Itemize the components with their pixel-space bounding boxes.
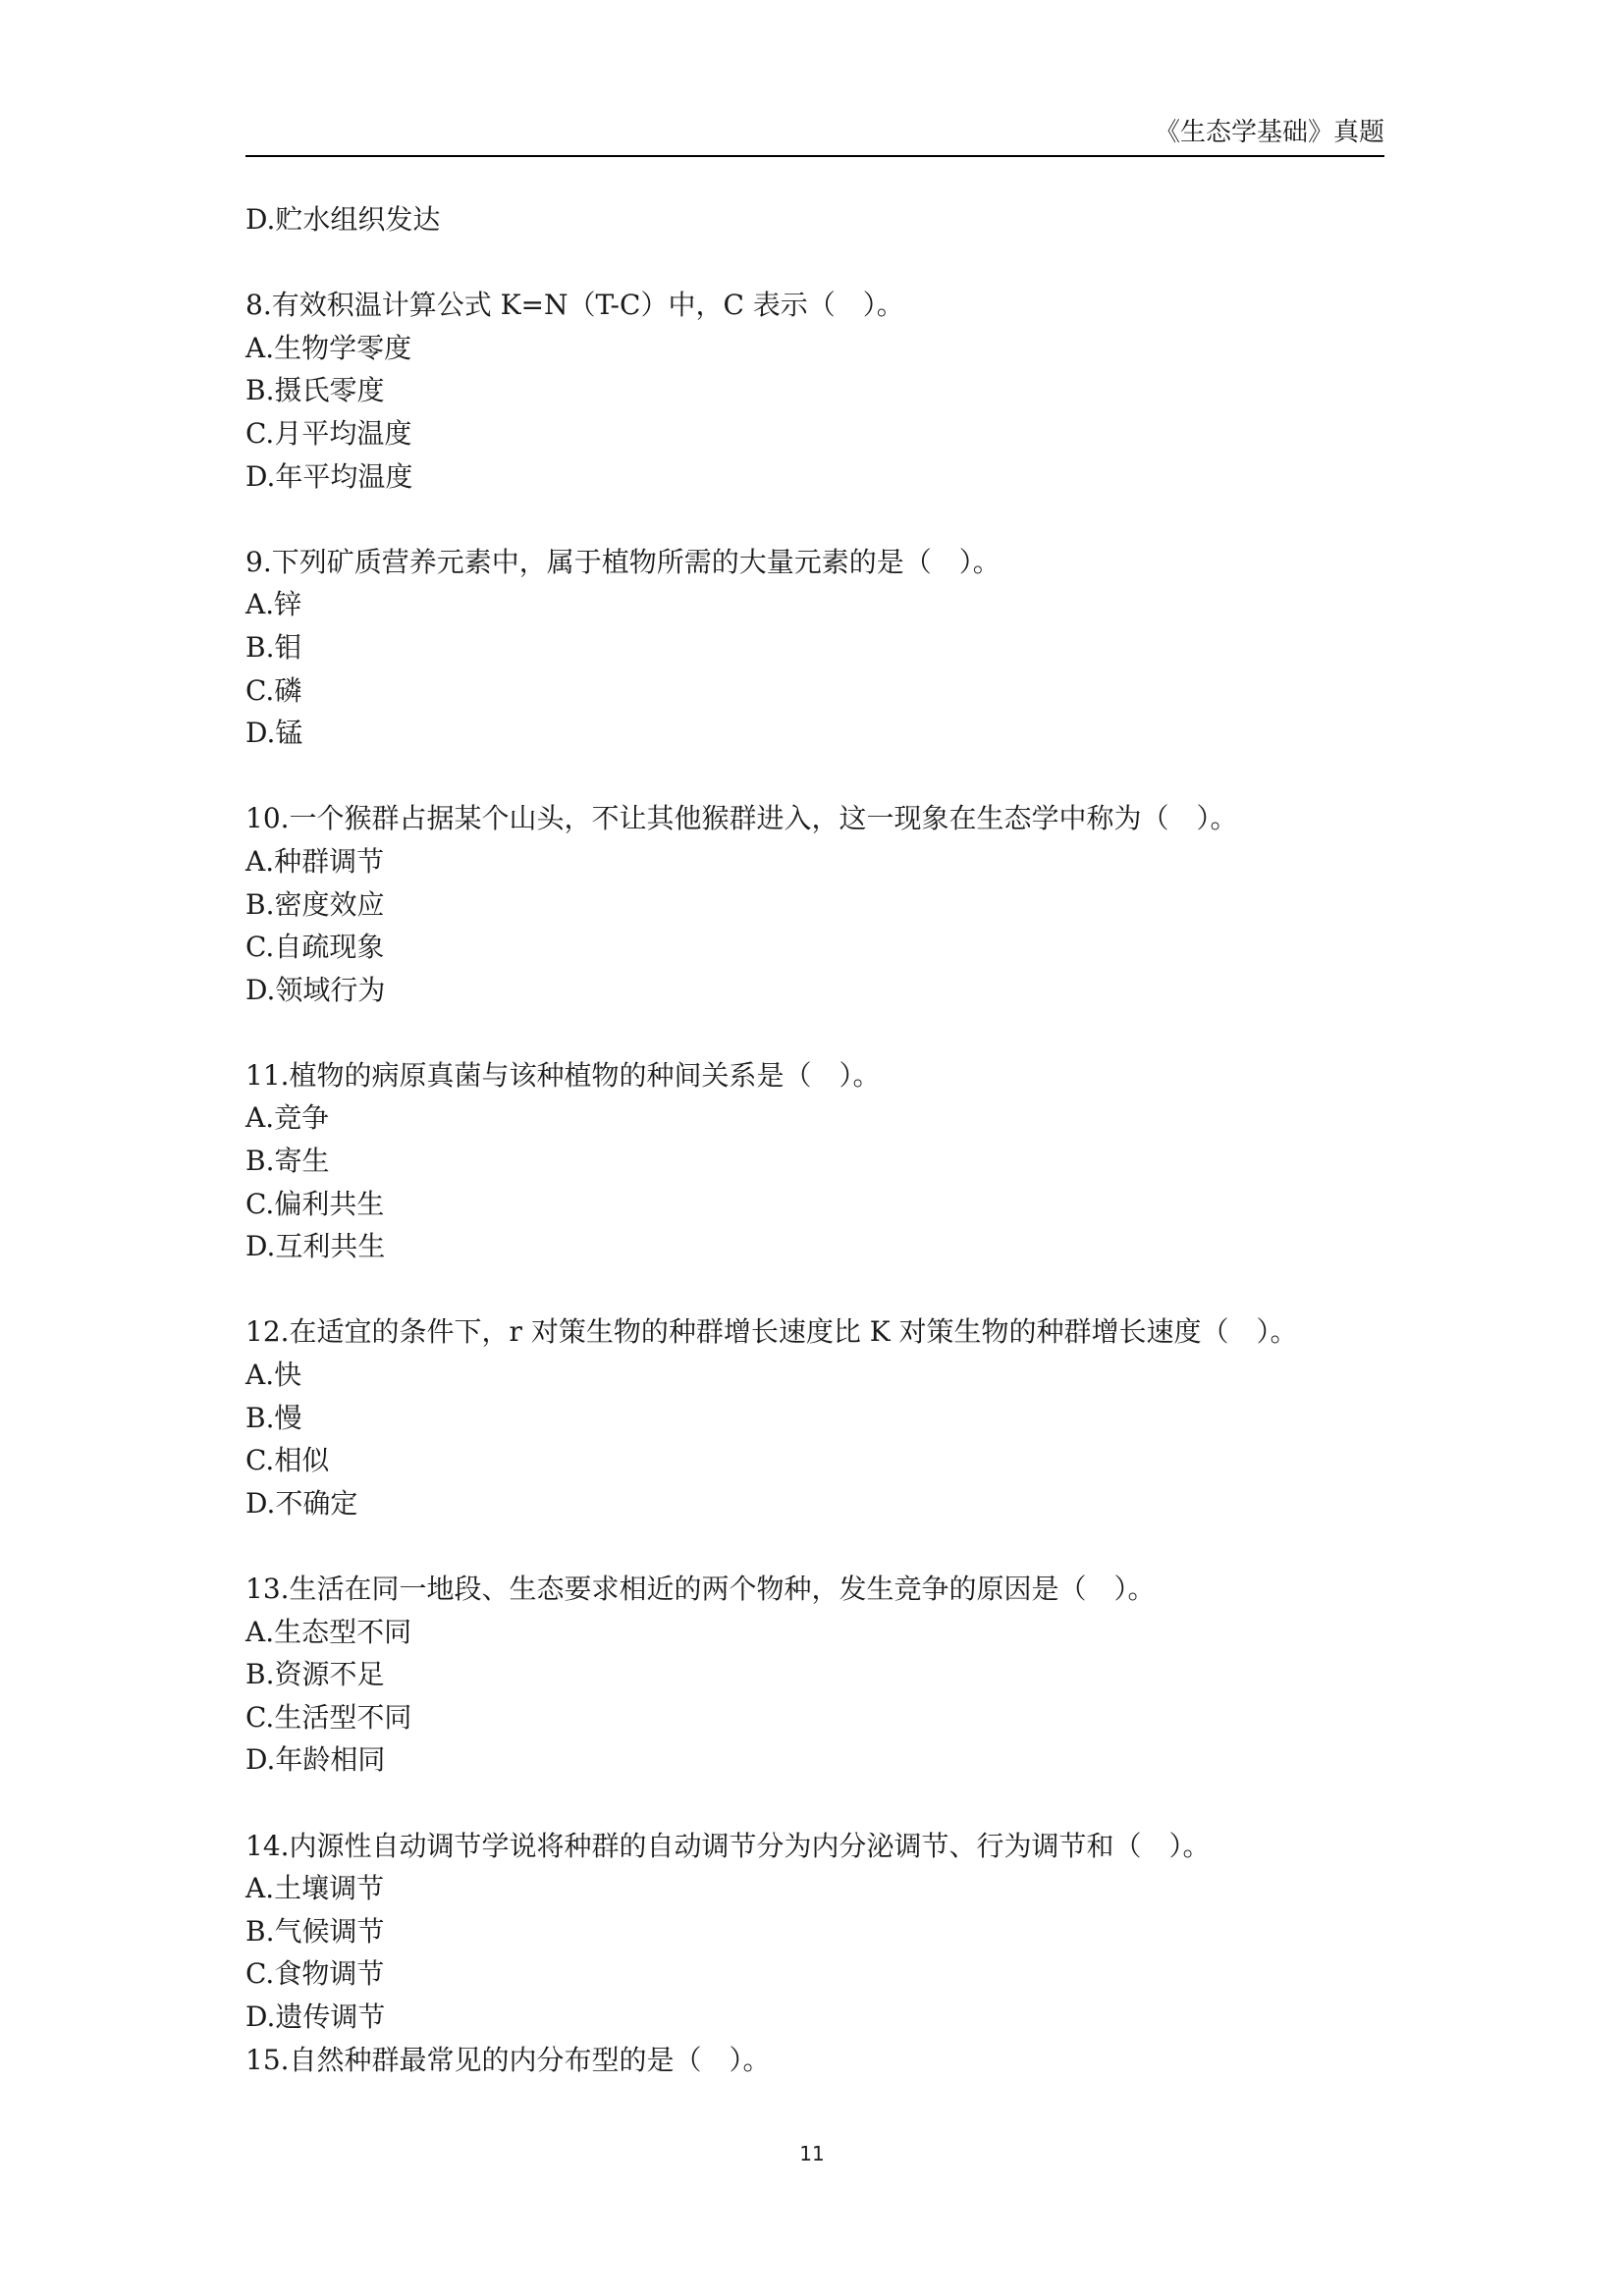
question-stem: 12.在适宜的条件下，r 对策生物的种群增长速度比 K 对策生物的种群增长速度（ ）。 — [245, 1315, 1298, 1349]
option-b: B.摄氏零度 — [245, 374, 385, 407]
page-header — [245, 116, 1384, 157]
question-12 — [245, 1310, 1384, 1524]
option-b: B.寄生 — [245, 1145, 330, 1178]
question-gap — [245, 1011, 1384, 1054]
option-b: B.资源不足 — [245, 1658, 385, 1691]
question-stem: 10.一个猴群占据某个山头，不让其他猴群进入，这一现象在生态学中称为（ ）。 — [245, 802, 1238, 835]
option-a: A.生物学零度 — [245, 331, 412, 364]
option-b: B.钼 — [245, 630, 302, 664]
question-10 — [245, 797, 1384, 1011]
option-b: B.慢 — [245, 1401, 302, 1434]
option-c: C.相似 — [245, 1444, 330, 1477]
question-9 — [245, 541, 1384, 755]
question-11 — [245, 1054, 1384, 1268]
header-title: 《生态学基础》真题 — [1154, 118, 1384, 147]
option-c: C.自疏现象 — [245, 931, 385, 964]
option-a: A.土壤调节 — [245, 1872, 385, 1905]
page-content — [245, 198, 1384, 2081]
question-gap — [245, 1268, 1384, 1311]
question-8 — [245, 284, 1384, 498]
option-a: A.锌 — [245, 588, 302, 621]
option-c: C.食物调节 — [245, 1957, 385, 1991]
question-15 — [245, 2039, 1384, 2082]
question-13 — [245, 1568, 1384, 1782]
question-gap — [245, 755, 1384, 798]
question-gap — [245, 241, 1384, 285]
carry-over-option: D.贮水组织发达 — [245, 203, 441, 236]
option-a: A.快 — [245, 1359, 302, 1392]
option-a: A.生态型不同 — [245, 1615, 412, 1648]
question-stem: 9.下列矿质营养元素中，属于植物所需的大量元素的是（ ）。 — [245, 545, 1001, 578]
question-stem: 13.生活在同一地段、生态要求相近的两个物种，发生竞争的原因是（ ）。 — [245, 1573, 1156, 1605]
question-stem: 8.有效积温计算公式 K=N（T-C）中，C 表示（ ）。 — [245, 289, 904, 322]
question-14 — [245, 1825, 1384, 2039]
option-d: D.遗传调节 — [245, 2000, 386, 2033]
option-a: A.竞争 — [245, 1101, 330, 1135]
option-b: B.密度效应 — [245, 887, 385, 921]
option-d: D.年平均温度 — [245, 459, 413, 493]
question-gap — [245, 498, 1384, 541]
option-d: D.不确定 — [245, 1486, 358, 1520]
question-stem: 15.自然种群最常见的内分布型的是（ ）。 — [245, 2043, 771, 2076]
question-gap — [245, 1782, 1384, 1825]
option-d: D.互利共生 — [245, 1230, 386, 1263]
option-c: C.偏利共生 — [245, 1187, 385, 1220]
option-c: C.磷 — [245, 673, 302, 707]
option-b: B.气候调节 — [245, 1914, 385, 1948]
question-stem: 11.植物的病原真菌与该种植物的种间关系是（ ）。 — [245, 1058, 881, 1092]
option-d: D.领域行为 — [245, 973, 386, 1006]
option-d: D.年龄相同 — [245, 1743, 386, 1777]
option-c: C.生活型不同 — [245, 1700, 412, 1734]
option-a: A.种群调节 — [245, 844, 385, 878]
question-gap — [245, 1524, 1384, 1568]
option-c: C.月平均温度 — [245, 416, 412, 450]
option-d: D.锰 — [245, 717, 303, 750]
question-stem: 14.内源性自动调节学说将种群的自动调节分为内分泌调节、行为调节和（ ）。 — [245, 1829, 1211, 1862]
page-number: 11 — [799, 2142, 825, 2165]
